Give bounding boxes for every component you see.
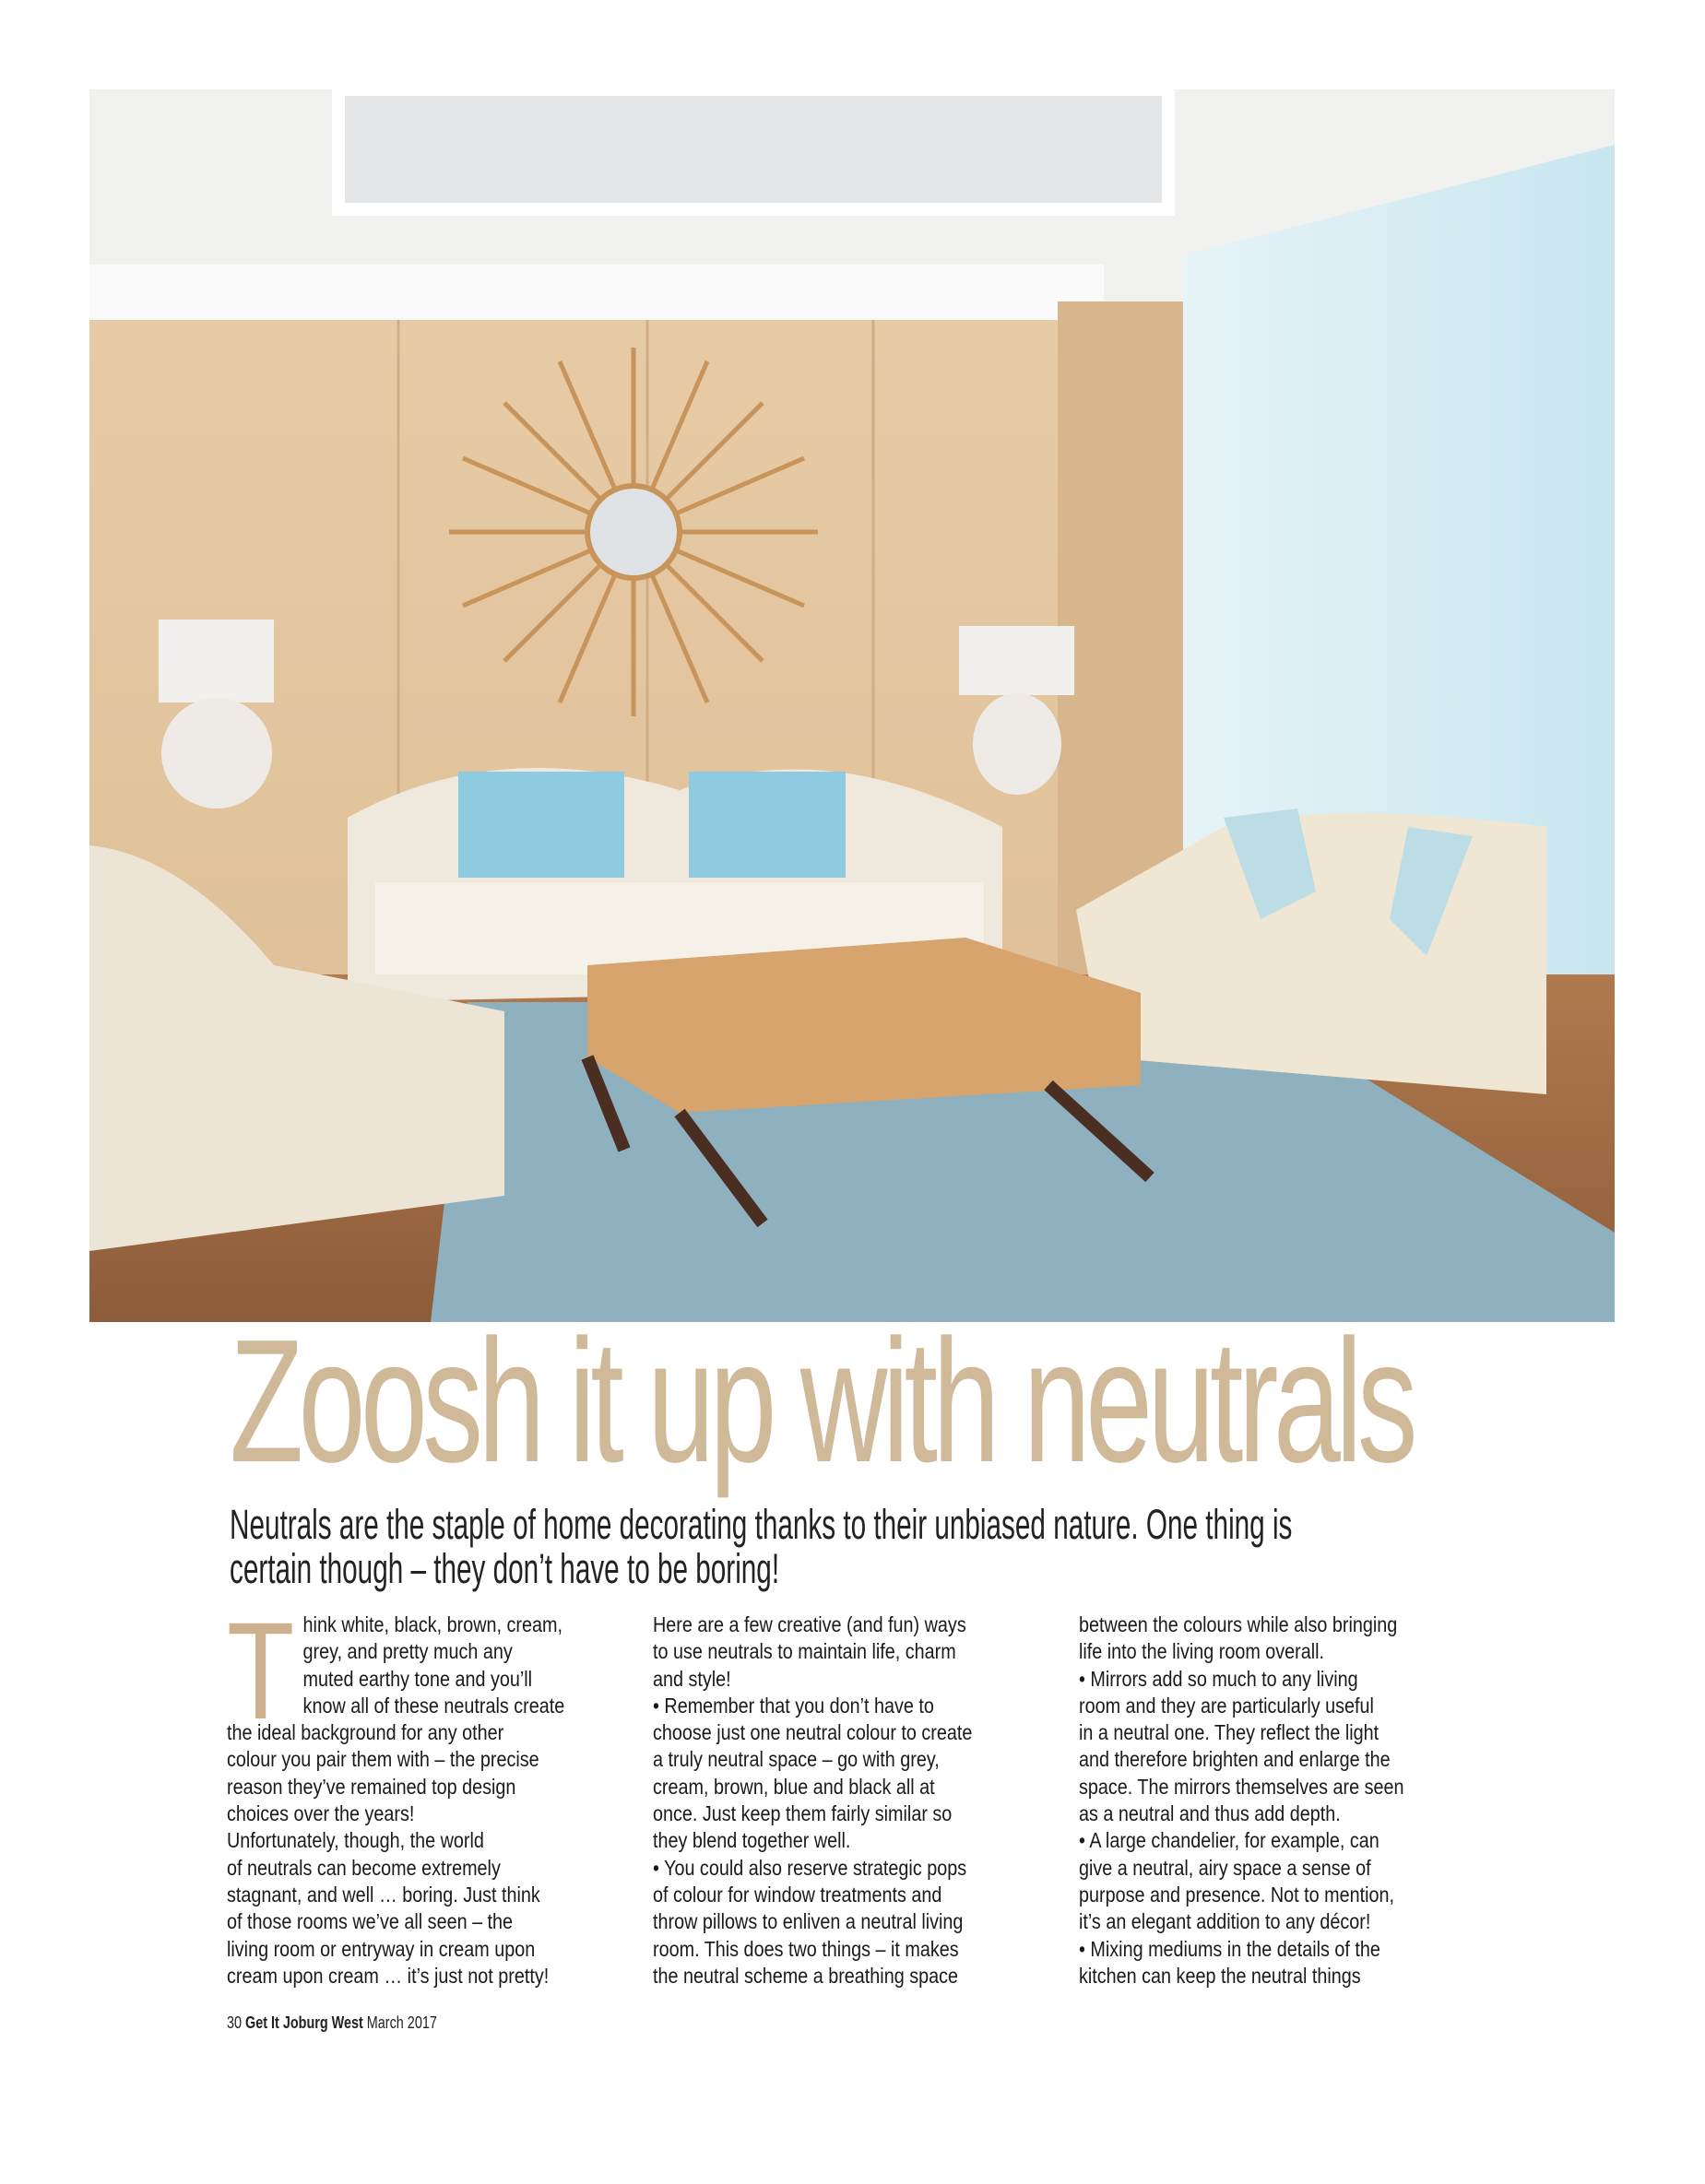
drop-cap: T (227, 1593, 295, 1748)
text-line: of those rooms we’ve all seen – the (227, 1909, 514, 1934)
text-line: Unfortunately, though, the world (227, 1828, 484, 1853)
text-line: space. The mirrors themselves are seen (1079, 1774, 1404, 1799)
body-column-2 (653, 1611, 972, 1989)
issue-date: March 2017 (366, 2013, 437, 2032)
lamp-right (959, 626, 1074, 695)
body-column-1 (227, 1593, 565, 1989)
text-line: of neutrals can become extremely (227, 1855, 501, 1880)
text-line: purpose and presence. Not to mention, (1079, 1882, 1394, 1907)
text-line: room. This does two things – it makes (653, 1936, 959, 1961)
text-line: a truly neutral space – go with grey, (653, 1747, 940, 1772)
text-line: hink white, black, brown, cream, (302, 1612, 562, 1636)
text-line: life into the living room overall. (1079, 1639, 1325, 1664)
text-line: know all of these neutrals create (302, 1693, 565, 1718)
pillow (689, 772, 846, 878)
text-line: give a neutral, airy space a sense of (1079, 1855, 1371, 1880)
text-line: muted earthy tone and you’ll (302, 1666, 533, 1691)
text-line: the ideal background for any other (227, 1720, 504, 1745)
text-line: cream upon cream … it’s just not pretty! (227, 1963, 550, 1988)
text-line: the neutral scheme a breathing space (653, 1963, 958, 1988)
text-line: kitchen can keep the neutral things (1079, 1963, 1361, 1988)
text-line: living room or entryway in cream upon (227, 1936, 536, 1961)
room-illustration (89, 89, 1615, 1322)
text-line: reason they’ve remained top design (227, 1774, 516, 1799)
text-line: in a neutral one. They reflect the light (1079, 1720, 1379, 1745)
text-line: cream, brown, blue and black all at (653, 1774, 935, 1799)
text-line: • Mirrors add so much to any living (1079, 1666, 1358, 1691)
lamp-left (159, 620, 274, 702)
text-line: as a neutral and thus add depth. (1079, 1801, 1341, 1826)
text-line: it’s an elegant addition to any décor! (1079, 1909, 1371, 1934)
body-column-3 (1079, 1611, 1404, 1989)
publication-name: Get It Joburg West (245, 2013, 363, 2032)
text-line: of colour for window treatments and (653, 1882, 942, 1907)
text-line: stagnant, and well … boring. Just think (227, 1882, 540, 1907)
text-line: choices over the years! (227, 1801, 415, 1826)
subtitle-line: Neutrals are the staple of home decorating thanks to their unbiased nature. One thing is (230, 1501, 1293, 1548)
subtitle-line: certain though – they don’t have to be boring! (230, 1545, 780, 1592)
article-subtitle (230, 1503, 1292, 1591)
text-line: • Mixing mediums in the details of the (1079, 1936, 1380, 1961)
text-line: choose just one neutral colour to create (653, 1720, 973, 1745)
article-title: Zoosh it up with neutrals (230, 1304, 1413, 1499)
text-line: • Remember that you don’t have to (653, 1693, 934, 1718)
text-line: • You could also reserve strategic pops (653, 1855, 967, 1880)
page-footer (227, 2013, 437, 2033)
text-line: between the colours while also bringing (1079, 1612, 1398, 1636)
text-line: and therefore brighten and enlarge the (1079, 1747, 1391, 1772)
text-line: to use neutrals to maintain life, charm (653, 1639, 956, 1664)
text-line: • A large chandelier, for example, can (1079, 1828, 1379, 1853)
text-line: room and they are particularly useful (1079, 1693, 1374, 1718)
text-line: colour you pair them with – the precise (227, 1747, 539, 1772)
text-line: they blend together well. (653, 1828, 851, 1853)
text-line: once. Just keep them fairly similar so (653, 1801, 953, 1826)
text-line: throw pillows to enliven a neutral living (653, 1909, 964, 1934)
living-room-photo (89, 89, 1615, 1322)
text-line: grey, and pretty much any (302, 1639, 513, 1664)
pillow (458, 772, 624, 878)
text-line: Here are a few creative (and fun) ways (653, 1612, 966, 1636)
page-number: 30 (227, 2013, 243, 2032)
text-line: and style! (653, 1666, 731, 1691)
